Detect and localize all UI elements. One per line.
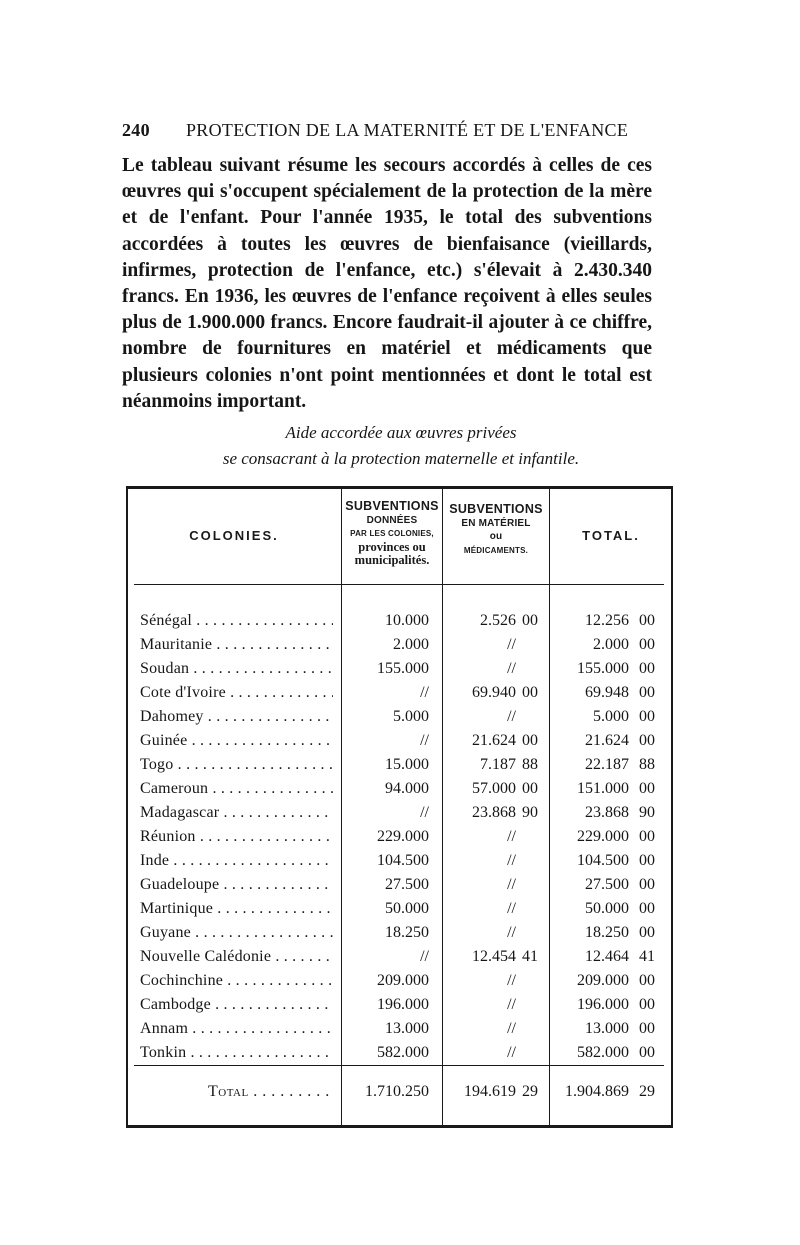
total-cents: 00 <box>639 900 655 917</box>
colony-name: Annam . . . <box>140 1020 333 1038</box>
colony-name: Togo . . . <box>140 756 333 774</box>
total-cents: 00 <box>639 1020 655 1037</box>
colony-name: Cambodge . . . <box>140 996 333 1014</box>
materiel-cents: 00 <box>522 732 538 749</box>
materiel-value: // <box>507 828 516 845</box>
materiel-value: 12.454 <box>472 948 516 965</box>
header-total: TOTAL. <box>582 528 640 543</box>
header-line: PAR LES COLONIES, <box>350 529 434 538</box>
materiel-value: // <box>507 636 516 653</box>
total-cents: 88 <box>639 756 655 773</box>
header-line: SUBVENTIONS <box>449 502 543 516</box>
colony-name: Inde . . . <box>140 852 333 870</box>
total-value: 196.000 <box>577 996 629 1013</box>
subventions-value: 209.000 <box>377 972 429 989</box>
materiel-value: // <box>507 996 516 1013</box>
total-value: 21.624 <box>585 732 629 749</box>
header-line: SUBVENTIONS <box>345 499 439 513</box>
total-cents: 41 <box>639 948 655 965</box>
total-cents: 00 <box>639 708 655 725</box>
table-caption-line-2: se consacrant à la protection maternelle et infantile. <box>222 449 580 468</box>
subventions-value: // <box>420 804 429 821</box>
total-value: 23.868 <box>585 804 629 821</box>
materiel-value: 69.940 <box>472 684 516 701</box>
table-row <box>0 852 800 876</box>
total-value: 5.000 <box>593 708 629 725</box>
total-cents: 00 <box>639 612 655 629</box>
table-row <box>0 804 800 828</box>
table-row <box>0 996 800 1020</box>
colony-name: Madagascar . . . <box>140 804 333 822</box>
table-row <box>0 924 800 948</box>
total-value: 12.464 <box>585 948 629 965</box>
materiel-value: // <box>507 708 516 725</box>
subventions-value: 104.500 <box>377 852 429 869</box>
table-caption-line-1: Aide accordée aux œuvres privées <box>285 423 517 442</box>
subventions-value: 155.000 <box>377 660 429 677</box>
header-line: provinces ou <box>358 539 426 554</box>
total-value: 69.948 <box>585 684 629 701</box>
table-row <box>0 900 800 924</box>
materiel-value: 2.526 <box>480 612 516 629</box>
total-cents: 00 <box>639 876 655 893</box>
subventions-value: 94.000 <box>385 780 429 797</box>
colony-name: Cameroun . . . <box>140 780 333 798</box>
total-cents: 00 <box>639 924 655 941</box>
total-cents: 00 <box>639 732 655 749</box>
colony-name: Mauritanie . . . <box>140 636 333 654</box>
page-number: 240 <box>122 120 150 140</box>
body-paragraph: Le tableau suivant résume les secours accordés à celles de ces œuvres qui s'occupent spécialement de la protection de la mère et de l'enfant. Pour l'année 1935, le total des subventions accordées à toutes les œuvres de bienfaisance (vieillards, infirmes, protection de l'enfance, etc.) s'élevait à 2.430.340 francs. En 1936, les œuvres de l'enfance reçoivent à elles seules plus de 1.900.000 francs. Encore faudrait-il ajouter à ce chiffre, nombre de fournitures en matériel et médicaments que plusieurs colonies n'ont point mentionnées et dont le total est néanmoins important. <box>122 155 652 412</box>
total-value: 155.000 <box>577 660 629 677</box>
total-value: 22.187 <box>585 756 629 773</box>
total-value: 27.500 <box>585 876 629 893</box>
header-line: EN MATÉRIEL <box>461 517 531 529</box>
colony-name: Réunion . . . <box>140 828 333 846</box>
header-subventions-materiel <box>444 503 548 557</box>
materiel-value: // <box>507 660 516 677</box>
total-value: 12.256 <box>585 612 629 629</box>
running-header <box>122 120 682 146</box>
materiel-value: // <box>507 972 516 989</box>
table-row <box>0 708 800 732</box>
subventions-value: // <box>420 684 429 701</box>
colony-name: Soudan . . . <box>140 660 333 678</box>
colony-name: Cote d'Ivoire . . . <box>140 684 333 702</box>
materiel-value: // <box>507 876 516 893</box>
total-cents: 00 <box>639 972 655 989</box>
colony-name: Nouvelle Calédonie . . . <box>140 948 333 966</box>
subventions-value: 13.000 <box>385 1020 429 1037</box>
colony-name: Martinique . . . <box>140 900 333 918</box>
total-value: 229.000 <box>577 828 629 845</box>
subventions-value: 2.000 <box>393 636 429 653</box>
materiel-value: 7.187 <box>480 756 516 773</box>
subventions-value: 582.000 <box>377 1044 429 1061</box>
total-cents: 00 <box>639 996 655 1013</box>
table-row <box>0 612 800 636</box>
total-cents: 00 <box>639 636 655 653</box>
table-row <box>0 1020 800 1044</box>
materiel-value: // <box>507 1020 516 1037</box>
materiel-value: // <box>507 852 516 869</box>
total-cents: 00 <box>639 852 655 869</box>
total-row <box>0 1083 800 1107</box>
materiel-value: 21.624 <box>472 732 516 749</box>
materiel-cents: 00 <box>522 612 538 629</box>
running-title: PROTECTION DE LA MATERNITÉ ET DE L'ENFANCE <box>186 120 629 140</box>
table-row <box>0 684 800 708</box>
header-line: MÉDICAMENTS. <box>463 545 529 555</box>
materiel-value: 23.868 <box>472 804 516 821</box>
total-materiel: 194.619 <box>464 1083 516 1100</box>
table-row <box>0 876 800 900</box>
colony-name: Guyane . . . <box>140 924 333 942</box>
subventions-value: 5.000 <box>393 708 429 725</box>
total-value: 104.500 <box>577 852 629 869</box>
table-row <box>0 636 800 660</box>
materiel-value: 57.000 <box>472 780 516 797</box>
materiel-cents: 41 <box>522 948 538 965</box>
header-rule <box>134 584 664 585</box>
total-label: Total . . . <box>208 1083 333 1101</box>
table-row <box>0 732 800 756</box>
table-row <box>0 756 800 780</box>
total-value: 50.000 <box>585 900 629 917</box>
total-materiel-cents: 29 <box>522 1083 538 1100</box>
materiel-cents: 88 <box>522 756 538 773</box>
total-value: 13.000 <box>585 1020 629 1037</box>
subventions-value: 27.500 <box>385 876 429 893</box>
colony-name: Tonkin . . . <box>140 1044 333 1062</box>
header-subventions-donnees <box>343 500 441 568</box>
total-cents: 00 <box>639 660 655 677</box>
header-colonies: COLONIES. <box>189 528 279 543</box>
total-value: 18.250 <box>585 924 629 941</box>
colony-name: Sénégal . . . <box>140 612 333 630</box>
table-row <box>0 948 800 972</box>
total-value: 582.000 <box>577 1044 629 1061</box>
materiel-cents: 90 <box>522 804 538 821</box>
subventions-value: 10.000 <box>385 612 429 629</box>
subventions-value: 229.000 <box>377 828 429 845</box>
header-line: DONNÉES <box>366 514 418 526</box>
total-cents: 00 <box>639 684 655 701</box>
table-row <box>0 780 800 804</box>
table-row <box>0 1044 800 1068</box>
total-cents: 00 <box>639 780 655 797</box>
materiel-cents: 00 <box>522 780 538 797</box>
header-line: ou <box>489 531 503 542</box>
colony-name: Guadeloupe . . . <box>140 876 333 894</box>
subventions-value: // <box>420 948 429 965</box>
subventions-value: 50.000 <box>385 900 429 917</box>
table-row <box>0 828 800 852</box>
subventions-value: 196.000 <box>377 996 429 1013</box>
grand-total: 1.904.869 <box>565 1083 629 1100</box>
total-cents: 00 <box>639 828 655 845</box>
materiel-value: // <box>507 900 516 917</box>
total-cents: 00 <box>639 1044 655 1061</box>
colony-name: Cochinchine . . . <box>140 972 333 990</box>
total-subventions: 1.710.250 <box>365 1083 429 1100</box>
subventions-value: 15.000 <box>385 756 429 773</box>
subventions-value: 18.250 <box>385 924 429 941</box>
total-value: 151.000 <box>577 780 629 797</box>
table-row <box>0 660 800 684</box>
materiel-value: // <box>507 924 516 941</box>
grand-total-cents: 29 <box>639 1083 655 1100</box>
table-row <box>0 972 800 996</box>
colony-name: Dahomey . . . <box>140 708 333 726</box>
materiel-value: // <box>507 1044 516 1061</box>
total-value: 2.000 <box>593 636 629 653</box>
header-line: municipalités. <box>354 553 430 567</box>
subventions-value: // <box>420 732 429 749</box>
materiel-cents: 00 <box>522 684 538 701</box>
total-value: 209.000 <box>577 972 629 989</box>
colony-name: Guinée . . . <box>140 732 333 750</box>
total-cents: 90 <box>639 804 655 821</box>
